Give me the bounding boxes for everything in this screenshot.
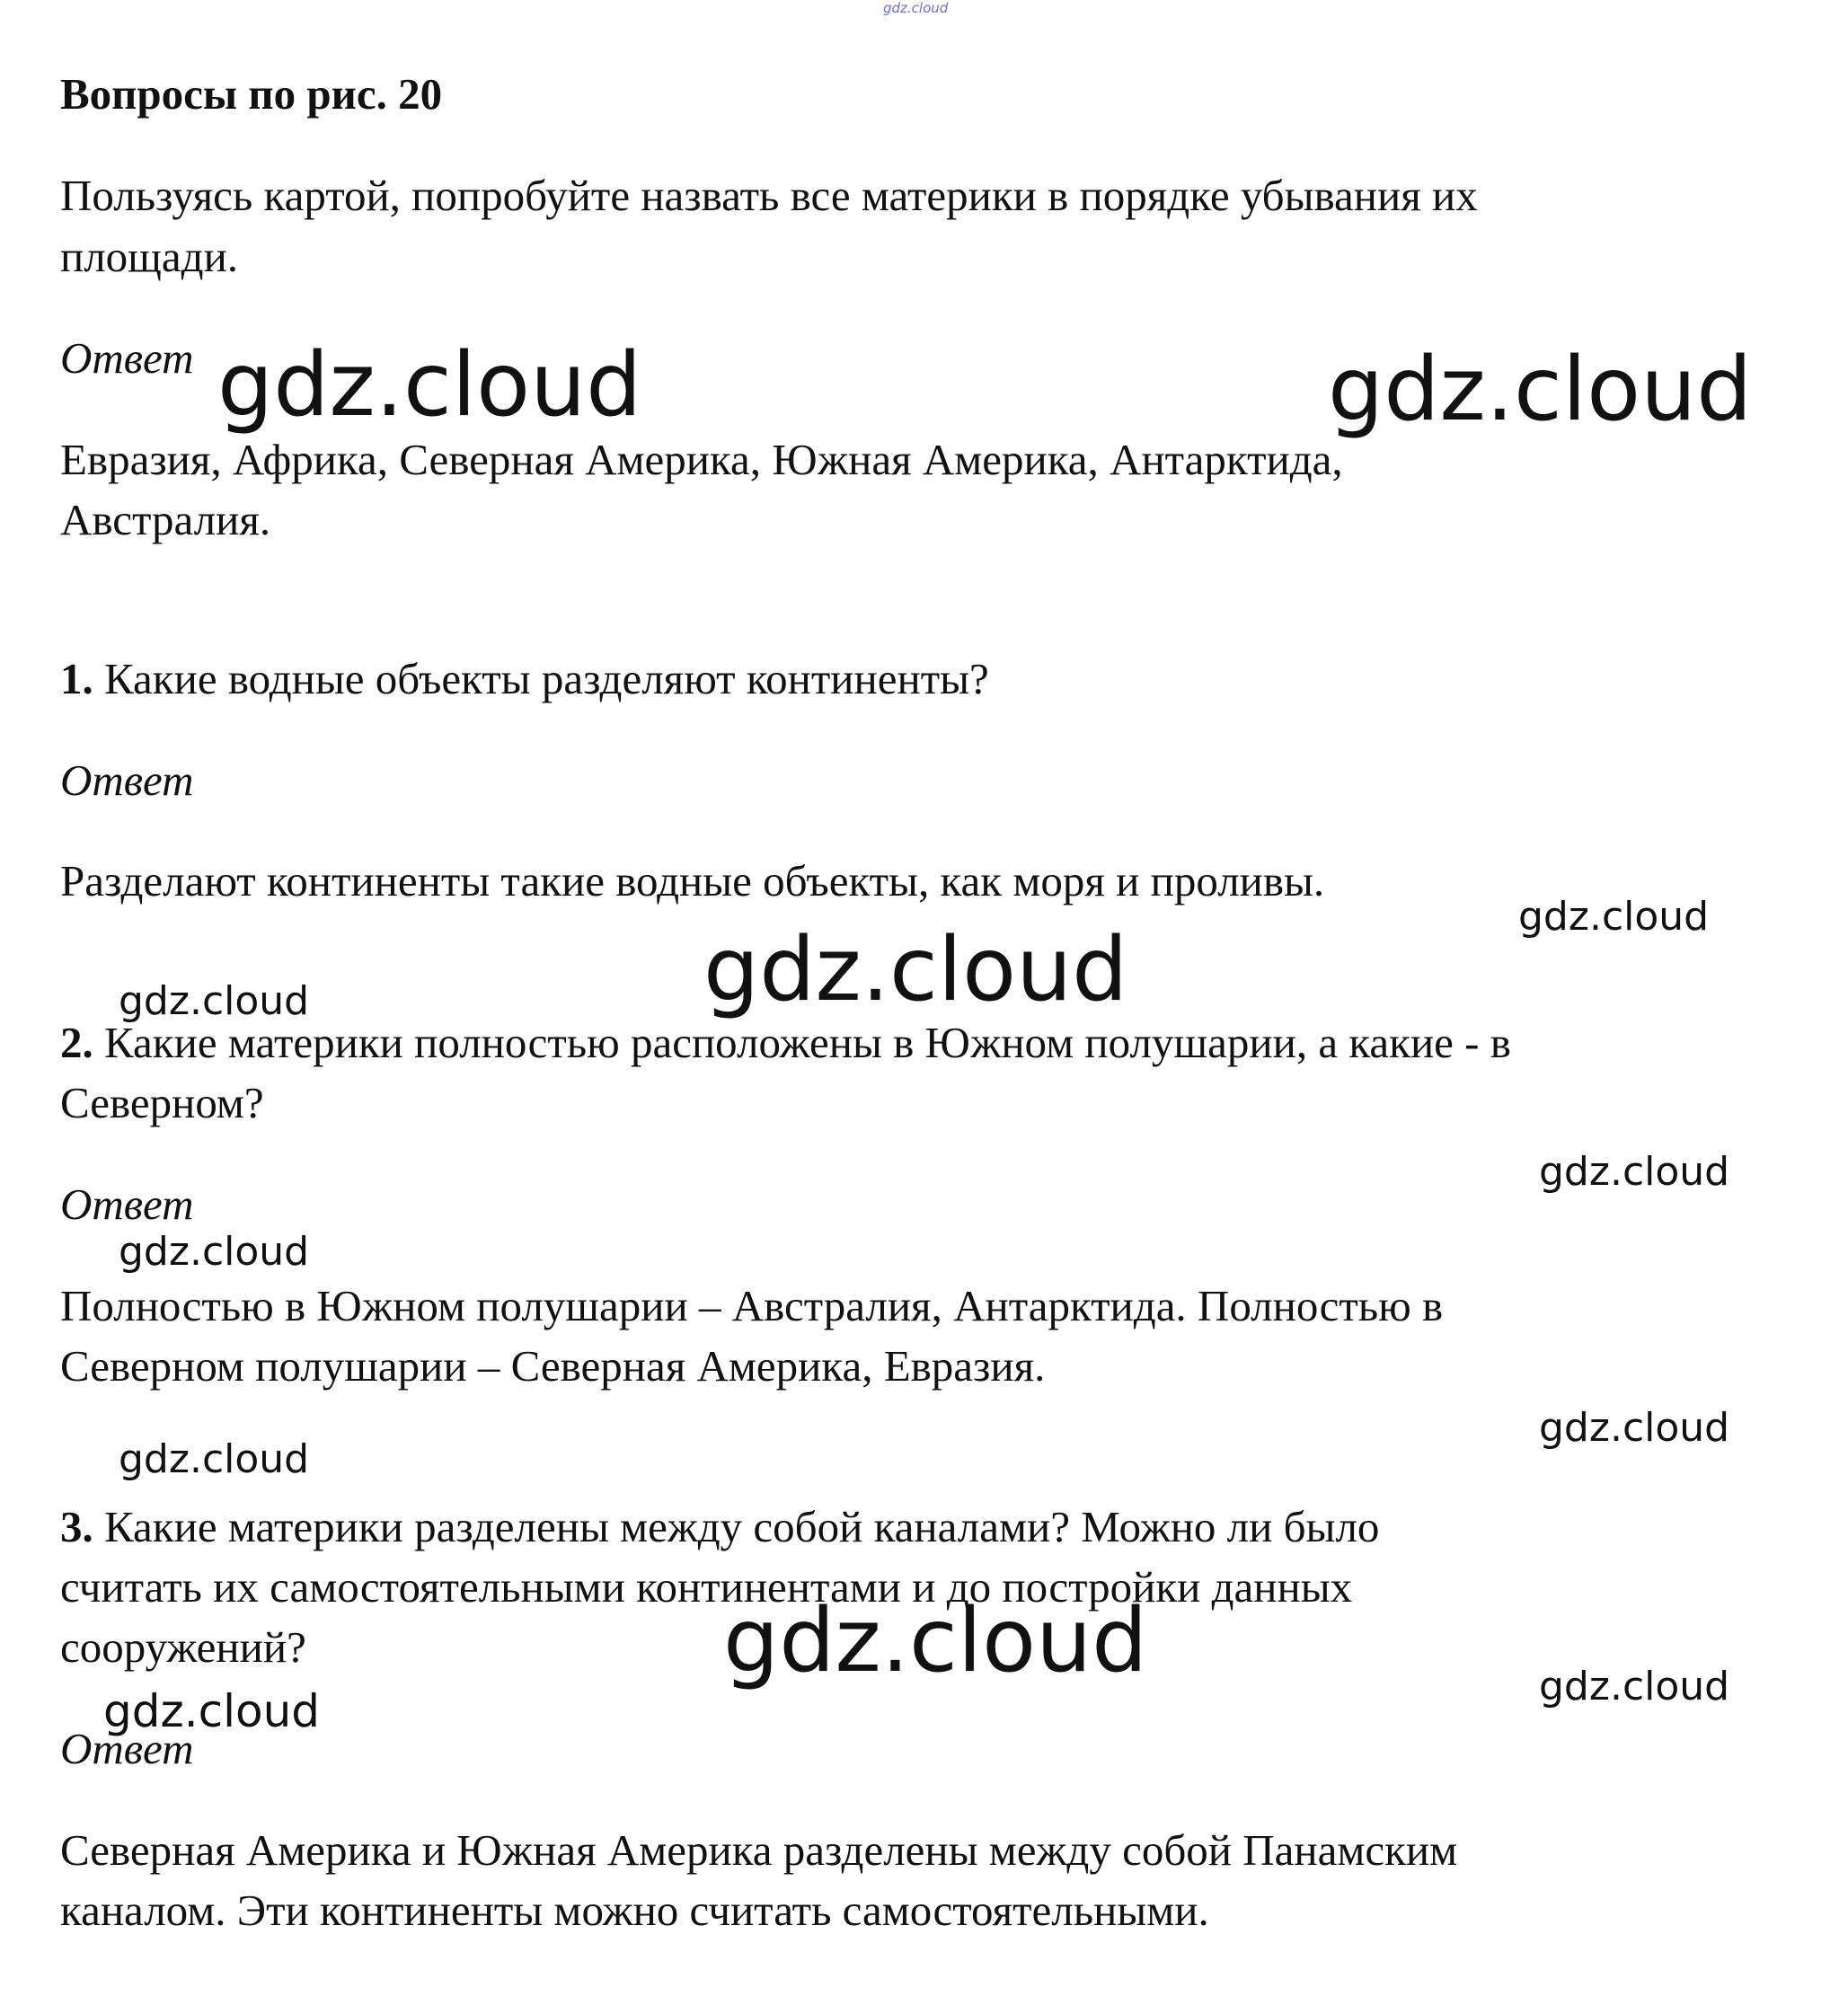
intro-question-line-1: Пользуясь картой, попробуйте назвать все материки в порядке убывания их	[60, 171, 1478, 220]
question-1-answer-line-1: Разделают континенты такие водные объекты, как моря и проливы.	[60, 856, 1325, 905]
intro-answer-label: Ответ	[60, 333, 194, 383]
watermark: gdz.cloud	[119, 1436, 310, 1482]
watermark: gdz.cloud	[1539, 1405, 1730, 1451]
question-3-line-3: сооружений?	[60, 1622, 306, 1672]
question-3-text-line-1: Какие материки разделены между собой каналами? Можно ли было	[93, 1502, 1380, 1551]
question-3-answer-line-1: Северная Америка и Южная Америка разделены между собой Панамским	[60, 1825, 1458, 1875]
question-1	[60, 649, 989, 709]
watermark: gdz.cloud	[1518, 894, 1710, 940]
watermark: gdz.cloud	[119, 978, 310, 1024]
question-3-number: 3.	[60, 1502, 93, 1551]
watermark: gdz.cloud	[103, 1685, 321, 1737]
watermark: gdz.cloud	[1539, 1664, 1730, 1709]
question-1-text: Какие водные объекты разделяют континенты?	[93, 654, 989, 703]
intro-answer-line-1: Евразия, Африка, Северная Америка, Южная Америка, Антарктида,	[60, 435, 1343, 484]
question-3-answer-label: Ответ	[60, 1724, 194, 1773]
question-1-answer-label: Ответ	[60, 755, 194, 805]
header-watermark: gdz.cloud	[883, 0, 949, 16]
watermark: gdz.cloud	[1328, 339, 1753, 441]
watermark: gdz.cloud	[723, 1590, 1148, 1692]
watermark: gdz.cloud	[119, 1229, 310, 1275]
watermark: gdz.cloud	[703, 919, 1128, 1021]
question-2-answer-line-2: Северном полушарии – Северная Америка, Евразия.	[60, 1341, 1046, 1391]
watermark: gdz.cloud	[1539, 1149, 1730, 1195]
question-2-line-2: Северном?	[60, 1078, 264, 1127]
question-3-answer-line-2: каналом. Эти континенты можно считать самостоятельными.	[60, 1886, 1209, 1935]
intro-question-line-2: площади.	[60, 232, 239, 281]
question-3-line-1	[60, 1497, 1379, 1557]
question-3-line-2: считать их самостоятельными континентами и до постройки данных	[60, 1562, 1353, 1612]
question-2-number: 2.	[60, 1018, 93, 1067]
page-title: Вопросы по рис. 20	[60, 69, 443, 119]
question-1-number: 1.	[60, 654, 93, 703]
watermark: gdz.cloud	[217, 334, 642, 437]
intro-answer-line-2: Австралия.	[60, 495, 271, 544]
question-2-answer-line-1: Полностью в Южном полушарии – Австралия, Антарктида. Полностью в	[60, 1281, 1444, 1330]
question-2-answer-label: Ответ	[60, 1179, 194, 1229]
question-2-text-line-1: Какие материки полностью расположены в Южном полушарии, а какие - в	[93, 1018, 1511, 1067]
